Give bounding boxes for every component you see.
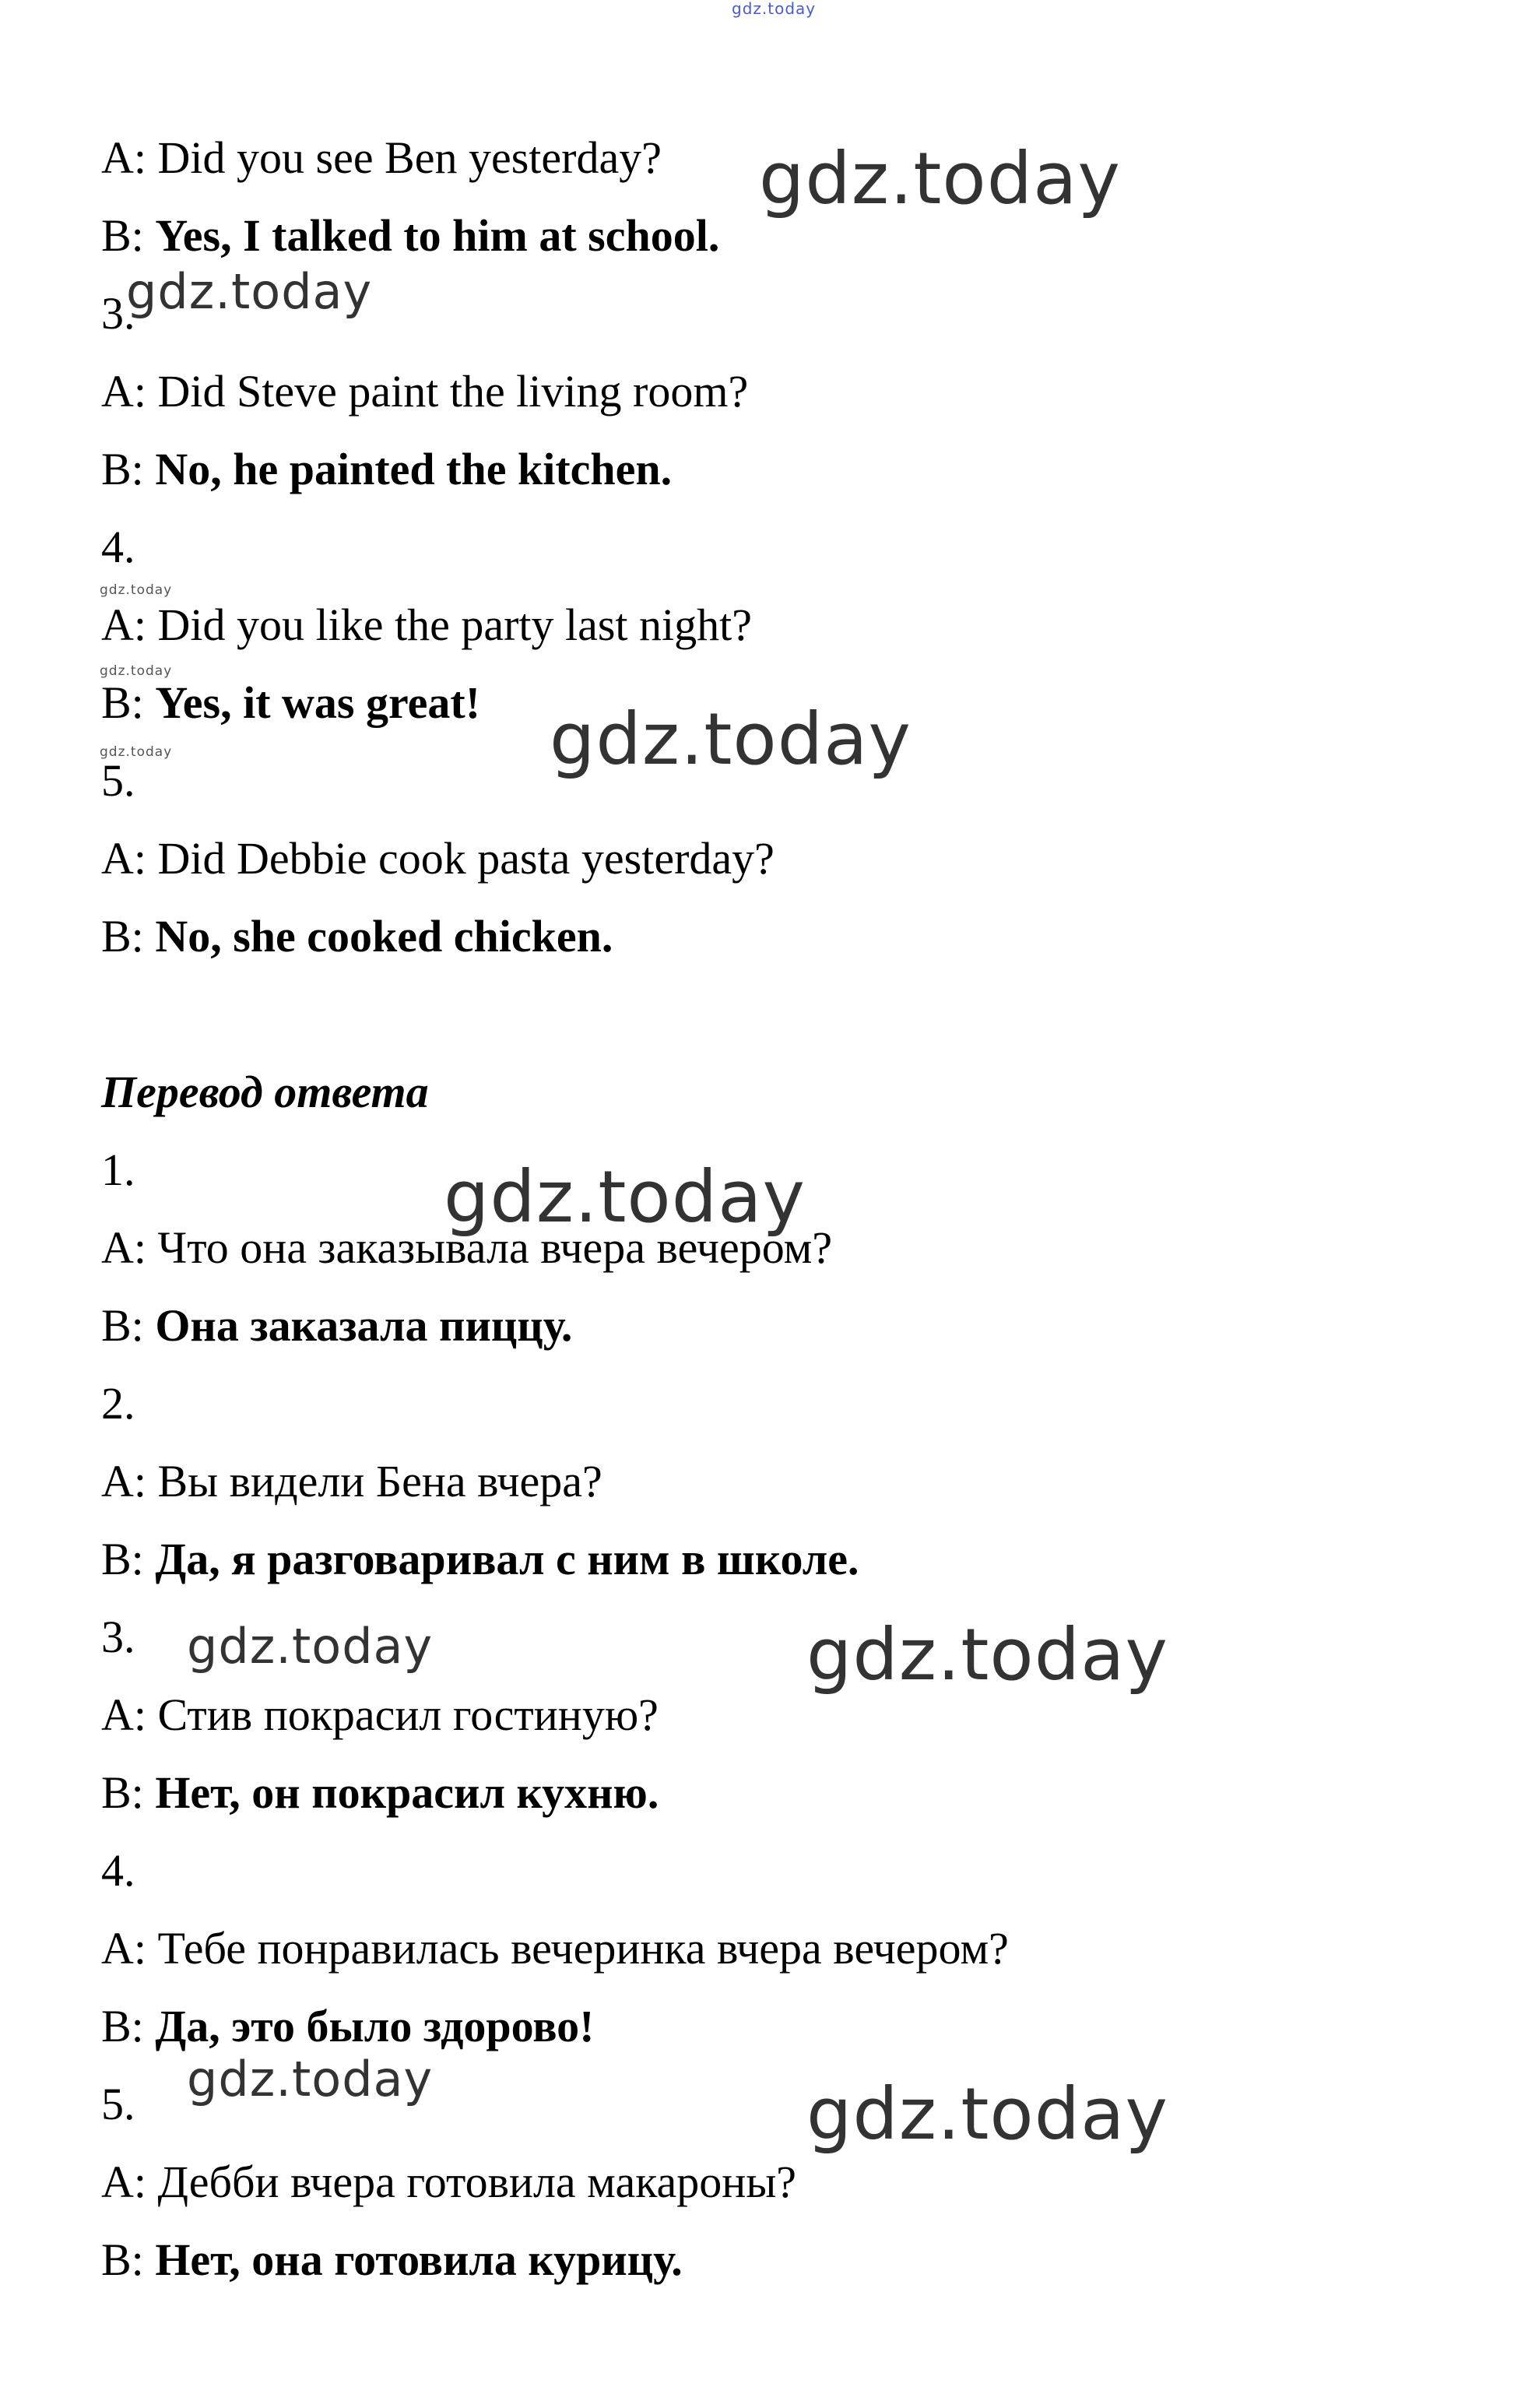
watermark: gdz.today <box>550 698 912 781</box>
speaker-a-label: A: <box>101 1456 158 1506</box>
speaker-a-label: A: <box>101 2157 158 2207</box>
english-q4-b <box>101 676 480 730</box>
english-q5-b <box>101 909 613 964</box>
translation-q2-b <box>101 1532 859 1587</box>
question-text: Стив покрасил гостиную? <box>157 1689 659 1740</box>
question-text: Did you see Ben yesterday? <box>157 132 662 183</box>
translation-q3-b <box>101 1766 659 1820</box>
speaker-b-label: B: <box>101 1767 156 1818</box>
english-q4-a <box>101 598 752 652</box>
item-number-4: 4. <box>101 522 135 572</box>
item-number-2: 2. <box>101 1378 135 1429</box>
answer-text: Yes, I talked to him at school. <box>155 210 720 261</box>
answer-text: Нет, она готовила курицу. <box>155 2234 683 2285</box>
watermark: gdz.today <box>100 663 173 679</box>
question-text: Тебе понравилась вечеринка вчера вечером? <box>157 1923 1009 1974</box>
answer-text: Она заказала пиццу. <box>155 1300 573 1351</box>
speaker-b-label: B: <box>101 1300 156 1351</box>
item-number-3: 3. <box>101 1612 135 1662</box>
watermark: gdz.today <box>444 1155 806 1239</box>
speaker-a-label: A: <box>101 1689 158 1740</box>
watermark: gdz.today <box>806 1613 1168 1696</box>
english-q2-b <box>101 209 719 263</box>
watermark: gdz.today <box>126 263 373 320</box>
answer-text: Нет, он покрасил кухню. <box>155 1767 659 1818</box>
watermark: gdz.today <box>187 1618 434 1675</box>
watermark: gdz.today <box>759 137 1121 220</box>
translation-q4-b <box>101 1999 594 2054</box>
translation-q2-a <box>101 1454 602 1509</box>
english-q3-a <box>101 364 748 419</box>
watermark: gdz.today <box>100 582 173 598</box>
question-text: Дебби вчера готовила макароны? <box>157 2157 797 2207</box>
item-number-3: 3. <box>101 288 135 339</box>
item-number-1: 1. <box>101 1144 135 1195</box>
translation-q1-b <box>101 1299 572 1353</box>
speaker-a-label: A: <box>101 1222 158 1273</box>
question-text: Did you like the party last night? <box>157 599 753 650</box>
speaker-a-label: A: <box>101 833 158 884</box>
watermark: gdz.today <box>187 2051 434 2107</box>
answer-text: No, she cooked chicken. <box>155 911 613 961</box>
translation-q5-a <box>101 2155 796 2209</box>
question-text: Did Steve paint the living room? <box>157 366 749 417</box>
speaker-a-label: A: <box>101 1923 158 1974</box>
english-q2-a <box>101 131 662 185</box>
speaker-b-label: B: <box>101 1534 156 1584</box>
question-text: Что она заказывала вчера вечером? <box>157 1222 833 1273</box>
watermark: gdz.today <box>806 2072 1168 2156</box>
watermark: gdz.today <box>100 744 173 760</box>
speaker-b-label: B: <box>101 911 156 961</box>
item-number-5: 5. <box>101 755 135 806</box>
translation-heading: Перевод ответа <box>101 1067 429 1117</box>
answer-text: Да, это было здорово! <box>155 2001 595 2051</box>
translation-q4-a <box>101 1921 1009 1976</box>
question-text: Вы видели Бена вчера? <box>157 1456 602 1506</box>
answer-text: Да, я разговаривал с ним в школе. <box>155 1534 859 1584</box>
question-text: Did Debbie cook pasta yesterday? <box>157 833 775 884</box>
translation-q1-a <box>101 1221 832 1275</box>
answer-text: Yes, it was great! <box>155 677 481 728</box>
speaker-b-label: B: <box>101 2001 156 2051</box>
item-number-4: 4. <box>101 1845 135 1896</box>
speaker-b-label: B: <box>101 444 156 494</box>
translation-q5-b <box>101 2233 683 2287</box>
speaker-b-label: B: <box>101 210 156 261</box>
speaker-b-label: B: <box>101 677 156 728</box>
translation-q3-a <box>101 1688 659 1742</box>
item-number-5: 5. <box>101 2079 135 2129</box>
watermark: gdz.today <box>732 0 817 18</box>
answer-text: No, he painted the kitchen. <box>155 444 673 494</box>
english-q3-b <box>101 442 672 497</box>
speaker-b-label: B: <box>101 2234 156 2285</box>
english-q5-a <box>101 831 775 886</box>
speaker-a-label: A: <box>101 366 158 417</box>
speaker-a-label: A: <box>101 599 158 650</box>
speaker-a-label: A: <box>101 132 158 183</box>
